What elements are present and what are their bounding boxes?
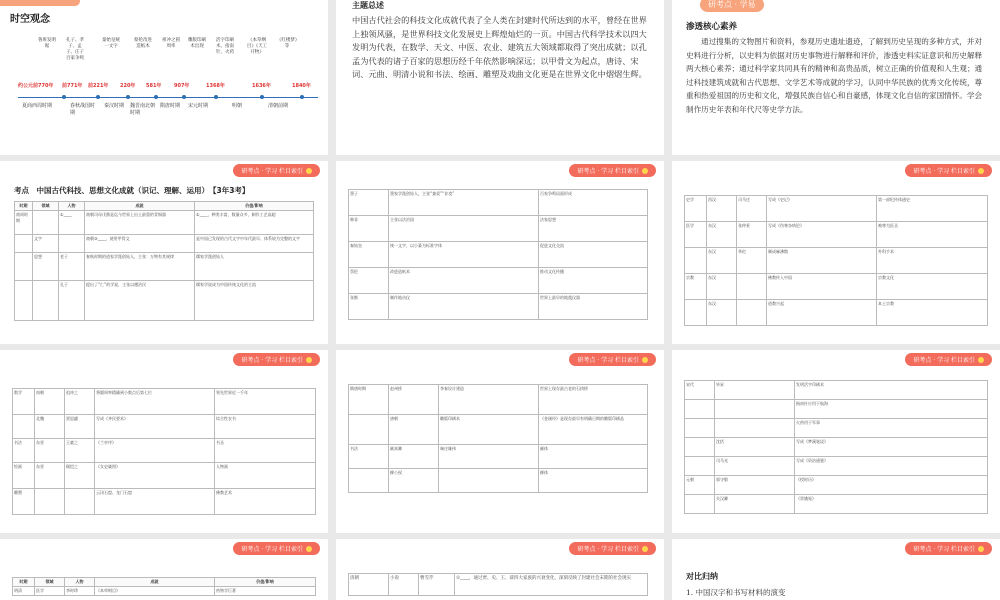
smile-icon <box>642 168 648 174</box>
table-header-cell: 人物 <box>59 202 85 211</box>
timeline-year: 220年 <box>120 83 136 89</box>
table-cell <box>685 457 715 476</box>
header-pill: 研考点 · 学易 <box>700 0 764 12</box>
table-row <box>349 294 648 320</box>
data-table <box>684 380 988 514</box>
bar-label: 研考点 · 学习 栏目索引 <box>577 168 639 175</box>
bar-label: 研考点 · 学习 栏目索引 <box>913 168 975 175</box>
table-row <box>13 587 316 596</box>
table-cell: 柳公权 <box>389 469 439 493</box>
table-cell: 曹雪芹 <box>419 574 455 596</box>
table-row <box>685 419 988 438</box>
column-index-bar[interactable] <box>233 164 320 177</box>
table-cell: 《窦娥冤》 <box>795 495 988 514</box>
slide-table-qing[interactable] <box>336 539 664 600</box>
smile-icon <box>978 168 984 174</box>
table-cell <box>65 489 95 515</box>
table-cell: 第一部纪传体通史 <box>877 196 988 222</box>
slide-table-songyuan[interactable] <box>672 350 1000 533</box>
table-cell <box>59 235 85 253</box>
table-cell: ①____，通过贾、史、王、薛四大家族的兴衰变化，深刻反映了封建社会末期的社会现实 <box>455 574 648 596</box>
table-cell: 郭守敬 <box>715 476 795 495</box>
table-cell: 孔子 <box>59 281 85 321</box>
table-row <box>685 381 988 400</box>
table-header-cell: 领域 <box>35 578 65 587</box>
table-cell: 思想 <box>33 253 59 281</box>
table-cell: 人物画 <box>215 463 316 489</box>
column-index-bar[interactable] <box>569 164 656 177</box>
table-row <box>685 476 988 495</box>
table-cell: 医学 <box>35 587 65 596</box>
table-cell <box>685 495 715 514</box>
table-cell: 提出了“仁”的学说，主张以德治民 <box>85 281 195 321</box>
timeline-era: 魏晋南北朝时期 <box>130 103 156 116</box>
column-index-bar[interactable] <box>233 542 320 555</box>
table-cell <box>685 438 715 457</box>
table-row <box>685 274 988 300</box>
table-cell <box>685 419 715 438</box>
table-cell: 蔡伦 <box>349 268 389 294</box>
slide-core-literacy[interactable] <box>672 0 1000 155</box>
table-cell: 宗教文化 <box>877 274 988 300</box>
table-cell: 外科手术 <box>877 248 988 274</box>
table-cell: 张仲景 <box>737 222 767 248</box>
table-cell: 雕塑 <box>13 489 35 515</box>
slide-timeline[interactable] <box>0 0 328 155</box>
table-header-cell: 时期 <box>15 202 33 211</box>
slide-table-qinhan[interactable] <box>672 161 1000 344</box>
slide-title: 渗透核心素养 <box>686 22 738 32</box>
table-cell: 《本草纲目》 <box>95 587 215 596</box>
slide-exam-point[interactable] <box>0 161 328 344</box>
table-header-row <box>13 578 316 587</box>
table-cell: 制成麻沸散 <box>767 248 877 274</box>
table-row <box>685 248 988 274</box>
slide-table-mingqing[interactable] <box>0 539 328 600</box>
table-cell: 张衡 <box>349 294 389 320</box>
bar-label: 研考点 · 学习 栏目索引 <box>577 546 639 553</box>
timeline-event: 《红楼梦》等 <box>276 38 298 49</box>
timeline-year: 1840年 <box>292 83 311 89</box>
table-cell: 李春设计建造 <box>439 385 539 415</box>
slide-title: 主题总述 <box>352 1 384 10</box>
table-cell: 东汉 <box>707 300 737 326</box>
table-cell <box>349 415 389 445</box>
table-cell: 端庄雄伟 <box>439 445 539 469</box>
timeline-year: 前771年 <box>62 83 83 89</box>
table-cell: 儒家学派创始人 <box>195 253 314 281</box>
table-cell: 柳体 <box>539 469 648 493</box>
table-row <box>349 469 648 493</box>
table-cell <box>33 211 59 235</box>
table-cell <box>715 419 795 438</box>
table-row <box>349 445 648 469</box>
timeline-year: 907年 <box>174 83 190 89</box>
data-table <box>14 201 314 321</box>
smile-icon <box>306 168 312 174</box>
timeline-event: 秦始皇统一文字 <box>102 38 120 49</box>
table-cell: 李时珍 <box>65 587 95 596</box>
table-cell: 宋代 <box>685 381 715 400</box>
table-row <box>15 253 314 281</box>
table-cell <box>715 400 795 419</box>
table-cell: 东汉 <box>707 222 737 248</box>
column-index-bar[interactable] <box>233 353 320 366</box>
table-cell: 发明活字印刷术 <box>795 381 988 400</box>
table-cell: 小说 <box>389 574 419 596</box>
table-cell: 推动文化传播 <box>539 268 648 294</box>
table-cell: 顾恺之 <box>65 463 95 489</box>
table-cell: 韩非 <box>349 216 389 242</box>
timeline-marker <box>126 95 130 99</box>
table-cell: 火药用于军事 <box>795 419 988 438</box>
table-cell: 世界上最早的地震仪器 <box>539 294 648 320</box>
table-cell <box>737 300 767 326</box>
table-cell: 写成《梦溪笔谈》 <box>795 438 988 457</box>
table-cell: 《女史箴图》 <box>95 463 215 489</box>
table-cell: 改进造纸术 <box>389 268 539 294</box>
table-row <box>349 216 648 242</box>
table-cell: 写成《史记》 <box>767 196 877 222</box>
table-cell <box>15 253 33 281</box>
timeline-era: 宋元时期 <box>188 103 209 109</box>
timeline-marker <box>300 95 304 99</box>
slide-table-weijin[interactable] <box>0 350 328 533</box>
table-cell: 本土宗教 <box>877 300 988 326</box>
table-cell <box>685 400 715 419</box>
table-cell: 东汉 <box>707 248 737 274</box>
smile-icon <box>642 546 648 552</box>
timeline-era: 明朝 <box>232 103 243 109</box>
table-cell: 《金刚经》是现存最早有明确日期的雕版印刷品 <box>539 415 648 445</box>
table-row <box>349 242 648 268</box>
table-row <box>685 300 988 326</box>
table-cell: 司马光 <box>715 457 795 476</box>
table-row <box>15 211 314 235</box>
column-index-bar[interactable] <box>569 353 656 366</box>
table-row <box>349 415 648 445</box>
bar-label: 研考点 · 学习 栏目索引 <box>913 357 975 364</box>
list-item: 1. 中国汉字和书写材料的演变 <box>686 588 786 597</box>
table-cell: 颜体 <box>539 445 648 469</box>
table-cell <box>35 489 65 515</box>
table-header-cell: 人物 <box>65 578 95 587</box>
table-row <box>15 281 314 321</box>
table-row <box>685 196 988 222</box>
bar-label: 研考点 · 学习 栏目索引 <box>577 357 639 364</box>
timeline-era: 夏商西周时期 <box>22 103 53 109</box>
table-cell: 书法 <box>13 439 35 463</box>
table-row <box>685 438 988 457</box>
table-cell: 数学 <box>13 389 35 415</box>
table-cell: 指南针应用于航海 <box>795 400 988 419</box>
timeline-era: 隋唐时期 <box>160 103 181 109</box>
table-cell <box>685 248 707 274</box>
table-row <box>13 389 316 415</box>
table-cell: 王羲之 <box>65 439 95 463</box>
table-cell: 秦始皇 <box>349 242 389 268</box>
timeline-event: 雕版印刷术出现 <box>188 38 206 49</box>
timeline-marker <box>214 95 218 99</box>
column-index-bar[interactable] <box>905 164 992 177</box>
table-cell: 祖冲之 <box>65 389 95 415</box>
table-cell: 清朝 <box>349 574 389 596</box>
table-cell: 明清 <box>13 587 35 596</box>
table-cell: ①____，种类丰富，数量众多，制作工艺高超 <box>195 211 314 235</box>
column-index-bar[interactable] <box>905 542 992 555</box>
timeline-event: 祖冲之圆周率 <box>162 38 180 49</box>
timeline-event: 活字印刷术、指南针、火药 <box>216 38 234 55</box>
bar-label: 研考点 · 学习 栏目索引 <box>241 546 303 553</box>
table-cell: 绘画 <box>13 463 35 489</box>
slide-title: 时空观念 <box>10 14 50 25</box>
table-row <box>685 400 988 419</box>
slide-theme-overview[interactable] <box>336 0 664 155</box>
header-pill <box>0 0 80 6</box>
table-cell <box>13 415 35 439</box>
slide-body: 通过搜集的文物图片和资料，参观历史遗址遗迹，了解到历史呈现的多种方式，并对史料进行分析，以史料为依据对历史事物进行解释和评价，渗透史料实证意识和历史解释两大核心素养；通过科学家共同具有的精神和高贵品质，树立正确的价值观和人生观；通过科技建筑成就和古代思想、文学艺术等成就的学习，认同中华民族的优秀文化传统，尊重和热爱祖国的历史和文化，增强民族自信心和自豪感，体现文化自信的家国情怀。学会制作历史年表和年代尺等史学方法。 <box>686 37 983 114</box>
data-table <box>12 388 316 515</box>
table-cell: ①____ <box>59 211 85 235</box>
table-cell <box>15 281 33 321</box>
table-header-row <box>15 202 314 211</box>
slide-table-suitang[interactable] <box>336 350 664 533</box>
table-cell: 药物学巨著 <box>215 587 316 596</box>
bar-label: 研考点 · 学习 栏目索引 <box>241 168 303 175</box>
slide-comparison[interactable] <box>672 539 1000 600</box>
table-cell: 史学 <box>685 196 707 222</box>
table-cell: 领先世界近一千年 <box>215 389 316 415</box>
table-cell: 促进文化交流 <box>539 242 648 268</box>
table-cell: 老子 <box>59 253 85 281</box>
table-cell <box>349 469 389 493</box>
table-cell: 是中国已发现的古代文字中年代最早、体系较为完整的文字 <box>195 235 314 253</box>
table-cell: 主张以法治国 <box>389 216 539 242</box>
table-cell: 写成《伤寒杂病论》 <box>767 222 877 248</box>
table-cell: 将圆周率精确到小数点后第七位 <box>95 389 215 415</box>
table-cell: 春秋时期的道家学派创始人，主张：万物有其规律 <box>85 253 195 281</box>
table-row <box>349 268 648 294</box>
table-cell: 商朝司母戊鼎是迄今世界上出土最重的青铜器 <box>85 211 195 235</box>
table-cell: 《授时历》 <box>795 476 988 495</box>
table-cell: 医学 <box>685 222 707 248</box>
timeline-event: 《本草纲目》《天工开物》 <box>246 38 268 55</box>
table-cell: 关汉卿 <box>715 495 795 514</box>
table-cell: 宗教 <box>685 274 707 300</box>
table-cell: 司马迁 <box>737 196 767 222</box>
table-cell: 写成《资治通鉴》 <box>795 457 988 476</box>
table-row <box>13 439 316 463</box>
bar-label: 研考点 · 学习 栏目索引 <box>241 357 303 364</box>
timeline-era: 秦汉时期 <box>104 103 125 109</box>
smile-icon <box>978 357 984 363</box>
data-table <box>12 577 316 596</box>
table-cell: 书法 <box>349 445 389 469</box>
table-cell: 毕昇 <box>715 381 795 400</box>
table-cell: 佛教传入中国 <box>767 274 877 300</box>
table-header-cell: 领域 <box>33 202 59 211</box>
table-cell: 赵州桥 <box>389 385 439 415</box>
slide-table-thinkers[interactable] <box>336 161 664 344</box>
table-cell: 北魏 <box>35 415 65 439</box>
table-cell: 云冈石窟、龙门石窟 <box>95 489 215 515</box>
table-header-cell: 价值/影响 <box>215 578 316 587</box>
table-cell: 东晋 <box>35 463 65 489</box>
table-cell: 制作地动仪 <box>389 294 539 320</box>
data-table <box>684 195 988 326</box>
smile-icon <box>306 546 312 552</box>
table-cell: 华佗 <box>737 248 767 274</box>
timeline-year: 1368年 <box>206 83 225 89</box>
table-cell: 墨家学派创始人，主张“兼爱”“非攻” <box>389 190 539 216</box>
timeline-event: 孔子、孝子、孟子、庄子百家争鸣 <box>66 38 84 61</box>
table-header-cell: 价值/影响 <box>195 202 314 211</box>
slide-body: 中国古代社会的科技文化成就代表了全人类在封建时代所达到的水平，曾经在世界上独领风骚，是世界科技文化发展史上辉煌灿烂的一页。中国古代科学技术以四大发明为代表，在数学、天文、中医、农业、建筑五大领域都取得了突出成就；以孔孟为代表的诸子百家的思想历经千年依然影响深远；以甲骨文为起点，唐诗、宋词、元曲、明清小说和书法、绘画、雕塑及戏曲文化更是在世界文化中熠熠生辉。 <box>352 15 647 79</box>
table-cell: 东汉 <box>707 274 737 300</box>
timeline-marker <box>260 95 264 99</box>
table-cell: 雕版印刷术 <box>439 415 539 445</box>
table-row <box>13 463 316 489</box>
table-cell: 墨子 <box>349 190 389 216</box>
bar-label: 研考点 · 学习 栏目索引 <box>913 546 975 553</box>
smile-icon <box>642 357 648 363</box>
table-cell: 道教兴起 <box>767 300 877 326</box>
table-cell <box>685 300 707 326</box>
table-cell: 儒家学说成为中国传统文化的主流 <box>195 281 314 321</box>
slide-title: 考点 中国古代科技、思想文化成就（识记、理解、运用） 【3年3考】 <box>14 186 250 195</box>
timeline-marker <box>96 95 100 99</box>
table-cell: 综合性农书 <box>215 415 316 439</box>
timeline-era: 清朝前期 <box>268 103 289 109</box>
table-cell: 隋唐时期 <box>349 385 389 415</box>
table-cell: 唐朝 <box>389 415 439 445</box>
timeline-year: 约公元前770年 <box>18 83 54 89</box>
table-header-cell: 时期 <box>13 578 35 587</box>
table-row <box>349 385 648 415</box>
timeline-era: 春秋战国时期 <box>70 103 96 116</box>
timeline-marker <box>154 95 158 99</box>
smile-icon <box>306 357 312 363</box>
table-cell: 写成《齐民要术》 <box>95 415 215 439</box>
timeline-event: 鲁班发明锯 <box>38 38 56 49</box>
smile-icon <box>978 546 984 552</box>
data-table <box>348 189 648 320</box>
table-cell: 西汉 <box>707 196 737 222</box>
table-cell: 文字 <box>33 235 59 253</box>
table-cell: 商周时期 <box>15 211 33 235</box>
slide-title: 对比归纳 <box>686 572 718 581</box>
column-index-bar[interactable] <box>569 542 656 555</box>
table-row <box>15 235 314 253</box>
table-cell: 书圣 <box>215 439 316 463</box>
table-header-cell: 成就 <box>95 578 215 587</box>
table-cell: 元朝 <box>685 476 715 495</box>
table-cell: 商朝③____，使用甲骨文 <box>85 235 195 253</box>
table-cell: 《兰亭序》 <box>95 439 215 463</box>
timeline-marker <box>182 95 186 99</box>
table-cell: 统一文字，以小篆为标准字体 <box>389 242 539 268</box>
table-row <box>685 222 988 248</box>
table-row <box>13 489 316 515</box>
table-cell: 贾思勰 <box>65 415 95 439</box>
table-cell <box>15 235 33 253</box>
timeline-year: 581年 <box>146 83 162 89</box>
data-table <box>348 573 648 596</box>
timeline-event: 蔡伦改进造纸术 <box>134 38 152 49</box>
table-cell: 佛教艺术 <box>215 489 316 515</box>
timeline-year: 前221年 <box>88 83 109 89</box>
column-index-bar[interactable] <box>905 353 992 366</box>
table-cell: 颜真卿 <box>389 445 439 469</box>
timeline-year: 1636年 <box>252 83 271 89</box>
table-row <box>685 495 988 514</box>
table-row <box>349 574 648 596</box>
data-table <box>348 384 648 493</box>
table-row <box>685 457 988 476</box>
table-cell: 世界上现存最古老的石拱桥 <box>539 385 648 415</box>
table-cell: 沈括 <box>715 438 795 457</box>
table-cell: 被尊为医圣 <box>877 222 988 248</box>
timeline-marker <box>62 95 66 99</box>
table-cell: 百家争鸣局面形成 <box>539 190 648 216</box>
table-cell <box>737 274 767 300</box>
table-row <box>349 190 648 216</box>
table-cell: 南朝 <box>35 389 65 415</box>
table-cell: 东晋 <box>35 439 65 463</box>
table-row <box>13 415 316 439</box>
table-cell <box>439 469 539 493</box>
table-cell: 法家思想 <box>539 216 648 242</box>
table-cell <box>33 281 59 321</box>
table-header-cell: 成就 <box>85 202 195 211</box>
